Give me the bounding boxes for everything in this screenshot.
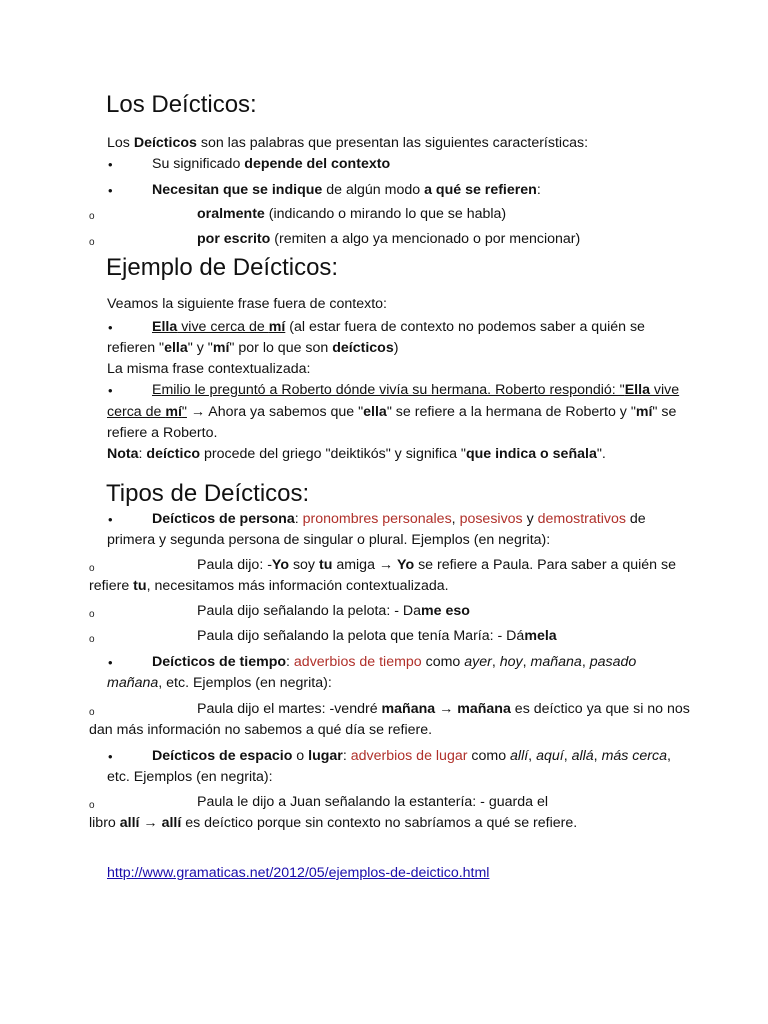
sub-bullet-oralmente: oralmente (indicando o mirando lo que se habla)	[197, 206, 507, 222]
espacio-example-line1: Paula le dijo a Juan señalando la estantería: - guarda el	[197, 794, 548, 810]
bullet-marker: •	[108, 157, 113, 172]
example2-line2: cerca de mí" → Ahora ya sabemos que "ella" se refiere a la hermana de Roberto y "mí" se	[107, 404, 677, 420]
note-paragraph: Nota: deíctico procede del griego "deiktikós" y significa "que indica o señala".	[107, 446, 606, 462]
example-intro: Veamos la siguiente frase fuera de contexto:	[107, 296, 387, 312]
espacio-line2: etc. Ejemplos (en negrita):	[107, 769, 273, 785]
sub-bullet-marker: o	[89, 563, 95, 574]
bullet-marker: •	[108, 749, 113, 764]
bullet-marker: •	[108, 512, 113, 527]
bullet-indicate: Necesitan que se indique de algún modo a qué se refieren:	[152, 182, 541, 198]
persona-line1: Deícticos de persona: pronombres personales, posesivos y demostrativos de	[152, 511, 646, 527]
sub-bullet-marker: o	[89, 800, 95, 811]
sub-bullet-marker: o	[89, 609, 95, 620]
sub-bullet-marker: o	[89, 237, 95, 248]
tiempo-example-line1: Paula dijo el martes: -vendré mañana → mañana es deíctico ya que si no nos	[197, 701, 690, 717]
example2-line3: refiere a Roberto.	[107, 425, 218, 441]
heading-los-deicticos: Los Deícticos:	[106, 91, 257, 118]
persona-example1-line2: refiere tu, necesitamos más información contextualizada.	[89, 578, 449, 594]
bullet-marker: •	[108, 655, 113, 670]
bullet-marker: •	[108, 320, 113, 335]
persona-example2: Paula dijo señalando la pelota: - Dame eso	[197, 603, 470, 619]
espacio-line1: Deícticos de espacio o lugar: adverbios de lugar como allí, aquí, allá, más cerca,	[152, 748, 671, 764]
heading-tipos: Tipos de Deícticos:	[106, 480, 310, 507]
bullet-context: Su significado depende del contexto	[152, 156, 391, 172]
persona-example1-line1: Paula dijo: -Yo soy tu amiga → Yo se refiere a Paula. Para saber a quién se	[197, 557, 676, 573]
source-link[interactable]: http://www.gramaticas.net/2012/05/ejemplos-de-deictico.html	[107, 865, 490, 881]
espacio-example-line2: libro allí → allí es deíctico porque sin contexto no sabríamos a qué se refiere.	[89, 815, 578, 831]
persona-example3: Paula dijo señalando la pelota que tenía María: - Dámela	[197, 628, 557, 644]
example2-line1: Emilio le preguntó a Roberto dónde vivía su hermana. Roberto respondió: "Ella vive	[152, 382, 680, 398]
bullet-marker: •	[108, 383, 113, 398]
heading-ejemplo: Ejemplo de Deícticos:	[106, 254, 339, 281]
tiempo-line2: mañana, etc. Ejemplos (en negrita):	[107, 675, 332, 691]
sub-bullet-marker: o	[89, 634, 95, 645]
sub-bullet-por-escrito: por escrito (remiten a algo ya mencionado o por mencionar)	[197, 231, 581, 247]
sub-bullet-marker: o	[89, 211, 95, 222]
context-label: La misma frase contextualizada:	[107, 361, 311, 377]
tiempo-example-line2: dan más información no sabemos a qué día se refiere.	[89, 722, 433, 738]
example1-line2: refieren "ella" y "mí" por lo que son deícticos)	[107, 340, 399, 356]
bullet-marker: •	[108, 183, 113, 198]
example1-line1: Ella vive cerca de mí (al estar fuera de contexto no podemos saber a quién se	[152, 319, 645, 335]
sub-bullet-marker: o	[89, 707, 95, 718]
tiempo-line1: Deícticos de tiempo: adverbios de tiempo como ayer, hoy, mañana, pasado	[152, 654, 637, 670]
intro-paragraph: Los Deícticos son las palabras que presentan las siguientes características:	[107, 135, 589, 151]
persona-line2: primera y segunda persona de singular o plural. Ejemplos (en negrita):	[107, 532, 551, 548]
